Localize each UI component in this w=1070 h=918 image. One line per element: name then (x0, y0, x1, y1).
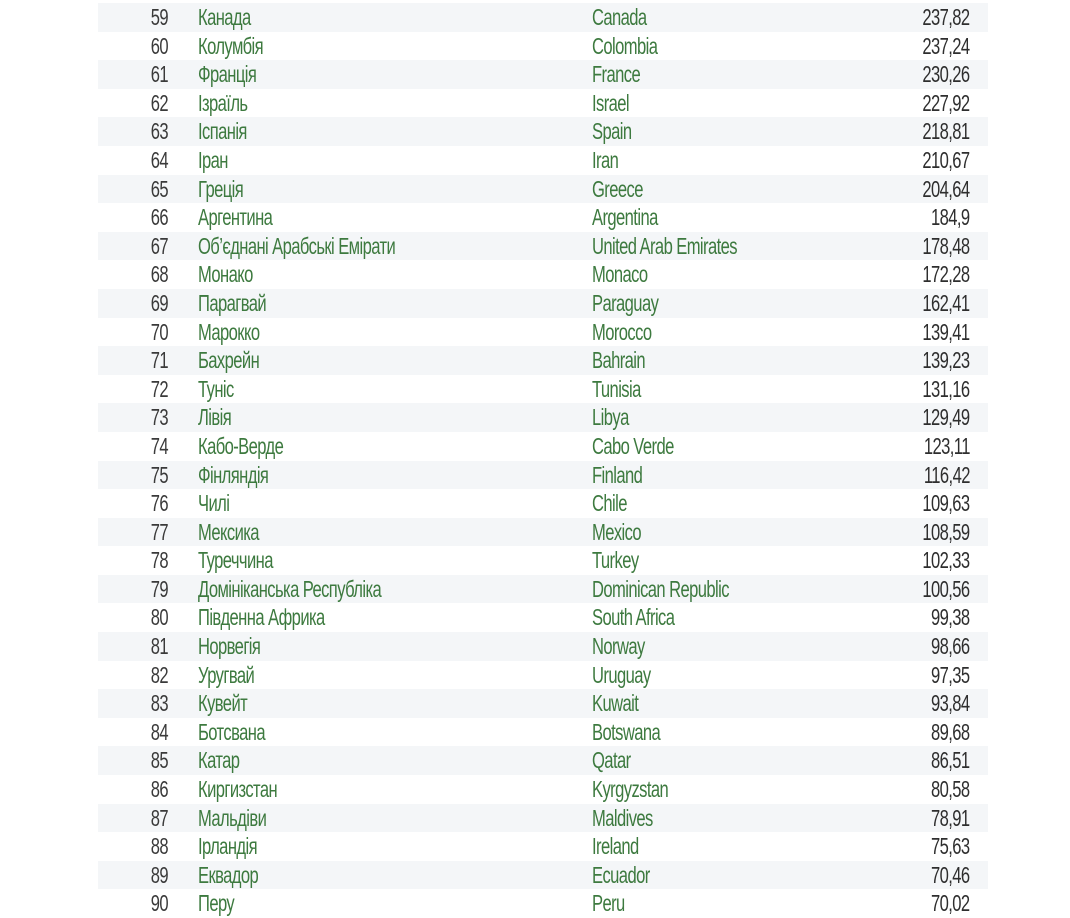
country-ua-cell: Мексика (198, 518, 259, 545)
value-cell: 230,26 (922, 61, 970, 88)
value-cell: 172,28 (922, 261, 970, 288)
table-row (98, 32, 988, 61)
country-en-cell: Morocco (592, 318, 652, 345)
country-ua-cell: Ботсвана (198, 718, 265, 745)
table-row (98, 289, 988, 318)
value-cell: 218,81 (922, 118, 970, 145)
value-cell: 80,58 (931, 776, 970, 803)
table-row (98, 575, 988, 604)
rank-cell: 74 (150, 432, 168, 459)
value-cell: 204,64 (922, 175, 970, 202)
table-row (98, 632, 988, 661)
rank-cell: 82 (150, 661, 168, 688)
value-cell: 102,33 (922, 547, 970, 574)
table-row (98, 117, 988, 146)
rank-cell: 61 (150, 61, 168, 88)
table-row (98, 146, 988, 175)
table-row (98, 203, 988, 232)
value-cell: 210,67 (922, 146, 970, 173)
country-en-cell: Uruguay (592, 661, 651, 688)
value-cell: 99,38 (931, 604, 970, 631)
country-en-cell: Iran (592, 146, 619, 173)
rank-cell: 64 (150, 146, 168, 173)
value-cell: 123,11 (924, 432, 970, 459)
value-cell: 139,23 (922, 347, 970, 374)
rank-cell: 65 (150, 175, 168, 202)
country-en-cell: Mexico (592, 518, 642, 545)
country-ua-cell: Греція (198, 175, 244, 202)
table-row (98, 3, 988, 32)
table-row (98, 718, 988, 747)
value-cell: 78,91 (931, 804, 970, 831)
rank-cell: 76 (150, 490, 168, 517)
country-ua-cell: Кувейт (198, 690, 248, 717)
value-cell: 70,46 (931, 861, 970, 888)
table-row (98, 775, 988, 804)
table-row (98, 346, 988, 375)
country-ua-cell: Південна Африка (198, 604, 325, 631)
table-row (98, 889, 988, 918)
value-cell: 98,66 (931, 633, 970, 660)
rank-cell: 69 (150, 289, 168, 316)
rank-cell: 71 (150, 347, 168, 374)
country-en-cell: South Africa (592, 604, 675, 631)
country-ua-cell: Бахрейн (198, 347, 260, 374)
country-en-cell: Kyrgyzstan (592, 776, 669, 803)
country-en-cell: Dominican Republic (592, 575, 729, 602)
table-row (98, 89, 988, 118)
country-en-cell: Ecuador (592, 861, 650, 888)
value-cell: 93,84 (931, 690, 970, 717)
country-en-cell: Libya (592, 404, 629, 431)
rank-cell: 66 (150, 204, 168, 231)
country-ua-cell: Ірландія (198, 833, 257, 860)
rank-cell: 75 (150, 461, 168, 488)
country-ua-cell: Еквадор (198, 861, 259, 888)
country-ua-cell: Канада (198, 4, 251, 30)
country-en-cell: Tunisia (592, 375, 641, 402)
value-cell: 89,68 (931, 718, 970, 745)
table-row (98, 689, 988, 718)
rank-cell: 85 (150, 747, 168, 774)
value-cell: 86,51 (931, 747, 970, 774)
rank-cell: 81 (150, 633, 168, 660)
rank-cell: 62 (150, 89, 168, 116)
country-en-cell: Kuwait (592, 690, 639, 717)
value-cell: 184,9 (931, 204, 970, 231)
country-ua-cell: Кабо-Верде (198, 432, 284, 459)
country-en-cell: Ireland (592, 833, 639, 860)
value-cell: 162,41 (922, 289, 970, 316)
country-ua-cell: Іспанія (198, 118, 247, 145)
country-ua-cell: Франція (198, 61, 257, 88)
value-cell: 100,56 (922, 575, 970, 602)
value-cell: 109,63 (922, 490, 970, 517)
value-cell: 129,49 (922, 404, 970, 431)
table-row (98, 746, 988, 775)
rank-cell: 67 (150, 232, 168, 259)
rank-cell: 78 (150, 547, 168, 574)
rank-cell: 63 (150, 118, 168, 145)
table-row (98, 175, 988, 204)
rank-cell: 77 (150, 518, 168, 545)
country-ua-cell: Лівія (198, 404, 232, 431)
value-cell: 237,82 (922, 4, 970, 30)
country-en-cell: Finland (592, 461, 643, 488)
rank-cell: 84 (150, 718, 168, 745)
country-ua-cell: Об’єднані Арабські Емірати (198, 232, 396, 259)
country-ua-cell: Мальдіви (198, 804, 267, 831)
country-ua-cell: Ізраїль (198, 89, 248, 116)
rank-cell: 79 (150, 575, 168, 602)
country-en-cell: Turkey (592, 547, 639, 574)
rank-cell: 68 (150, 261, 168, 288)
value-cell: 139,41 (922, 318, 970, 345)
country-ua-cell: Уругвай (198, 661, 255, 688)
rank-cell: 60 (150, 32, 168, 59)
country-en-cell: Qatar (592, 747, 631, 774)
rank-cell: 70 (150, 318, 168, 345)
rank-cell: 90 (150, 890, 168, 917)
table-row (98, 661, 988, 690)
table-row (98, 232, 988, 261)
country-en-cell: Peru (592, 890, 625, 917)
country-ua-cell: Домініканська Республіка (198, 575, 382, 602)
rank-cell: 59 (150, 4, 168, 30)
country-ua-cell: Киргизстан (198, 776, 278, 803)
table-row (98, 518, 988, 547)
country-en-cell: France (592, 61, 641, 88)
rank-cell: 83 (150, 690, 168, 717)
value-cell: 108,59 (922, 518, 970, 545)
rank-cell: 80 (150, 604, 168, 631)
value-cell: 178,48 (922, 232, 970, 259)
table-row (98, 861, 988, 890)
value-cell: 97,35 (931, 661, 970, 688)
value-cell: 237,24 (922, 32, 970, 59)
country-ranking-table (98, 3, 988, 918)
country-en-cell: Botswana (592, 718, 661, 745)
value-cell: 70,02 (931, 890, 970, 917)
rank-cell: 87 (150, 804, 168, 831)
country-en-cell: Chile (592, 490, 627, 517)
value-cell: 75,63 (931, 833, 970, 860)
country-en-cell: United Arab Emirates (592, 232, 737, 259)
table-row (98, 603, 988, 632)
country-en-cell: Spain (592, 118, 632, 145)
table-row (98, 60, 988, 89)
rank-cell: 89 (150, 861, 168, 888)
country-ua-cell: Перу (198, 890, 235, 917)
value-cell: 131,16 (922, 375, 970, 402)
country-ua-cell: Фінляндія (198, 461, 269, 488)
country-ua-cell: Туреччина (198, 547, 273, 574)
country-ua-cell: Катар (198, 747, 240, 774)
country-ua-cell: Іран (198, 146, 228, 173)
country-en-cell: Colombia (592, 32, 658, 59)
country-en-cell: Monaco (592, 261, 648, 288)
rank-cell: 73 (150, 404, 168, 431)
table-row (98, 461, 988, 490)
table-row (98, 489, 988, 518)
country-en-cell: Maldives (592, 804, 653, 831)
rank-cell: 88 (150, 833, 168, 860)
table-row (98, 804, 988, 833)
table-row (98, 832, 988, 861)
country-en-cell: Greece (592, 175, 643, 202)
country-en-cell: Argentina (592, 204, 658, 231)
country-en-cell: Canada (592, 4, 647, 30)
country-ua-cell: Колумбія (198, 32, 263, 59)
country-ua-cell: Туніс (198, 375, 234, 402)
table-row (98, 432, 988, 461)
table-row (98, 260, 988, 289)
country-en-cell: Norway (592, 633, 645, 660)
country-ua-cell: Аргентина (198, 204, 273, 231)
country-ua-cell: Марокко (198, 318, 260, 345)
rank-cell: 72 (150, 375, 168, 402)
country-en-cell: Paraguay (592, 289, 659, 316)
country-en-cell: Cabo Verde (592, 432, 674, 459)
country-en-cell: Bahrain (592, 347, 646, 374)
country-ua-cell: Норвегія (198, 633, 261, 660)
value-cell: 227,92 (922, 89, 970, 116)
table-row (98, 375, 988, 404)
value-cell: 116,42 (924, 461, 970, 488)
rank-cell: 86 (150, 776, 168, 803)
country-en-cell: Israel (592, 89, 630, 116)
country-ua-cell: Чилі (198, 490, 230, 517)
country-ua-cell: Парагвай (198, 289, 267, 316)
table-row (98, 403, 988, 432)
table-row (98, 546, 988, 575)
country-ua-cell: Монако (198, 261, 253, 288)
table-row (98, 318, 988, 347)
